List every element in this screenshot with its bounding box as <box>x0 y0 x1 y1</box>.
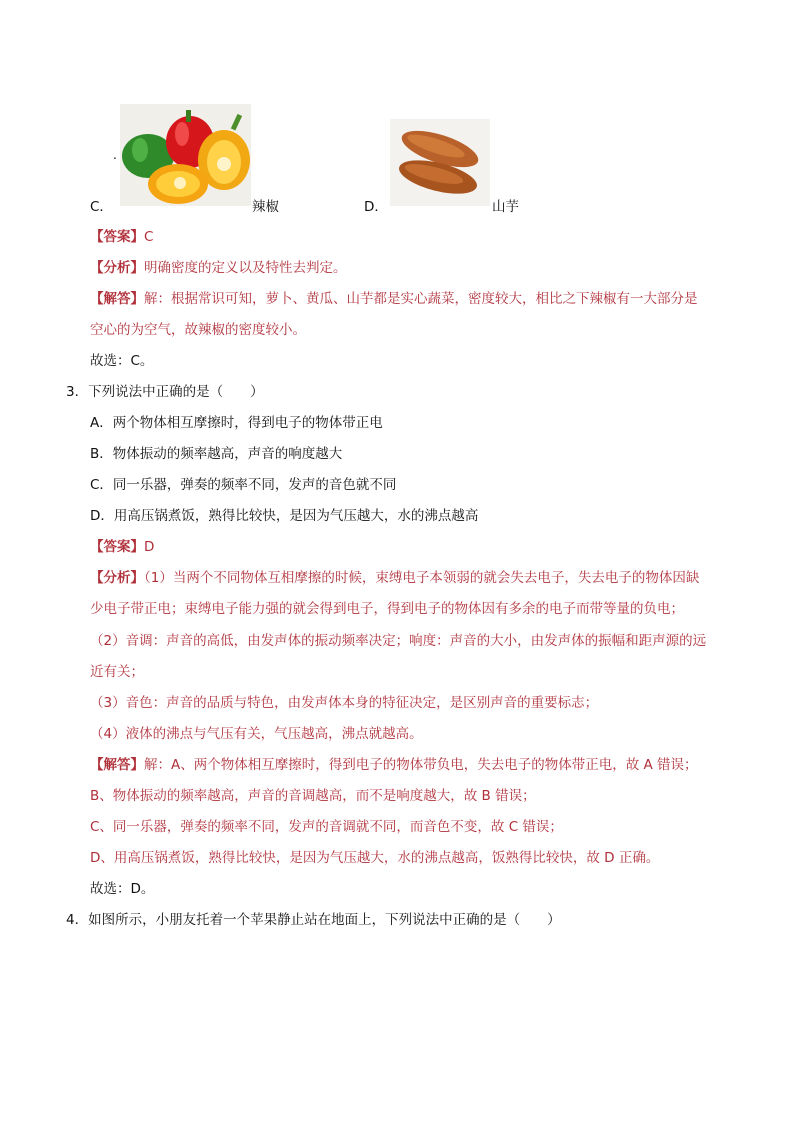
q3-solution-line3: C、同一乐器，弹奏的频率不同，发声的音调就不同，而音色不变，故 C 错误； <box>90 819 563 835</box>
q3-analysis-line4: 近有关； <box>90 664 144 680</box>
q3-analysis-line3: （2）音调：声音的高低，由发声体的振动频率决定；响度：声音的大小，由发声体的振幅和距声源的远 <box>90 633 707 649</box>
q2-answer <box>90 228 153 246</box>
q3-conclusion: 故选：D。 <box>90 881 155 897</box>
solution-tag: 【解答】 <box>90 291 144 307</box>
option-c-letter: C． <box>90 199 113 215</box>
q2-solution-line1 <box>90 290 698 308</box>
q3-solution-line4: D、用高压锅煮饭，熟得比较快，是因为气压越大，水的沸点越高，饭熟得比较快，故 D 正确。 <box>90 850 660 866</box>
q3-stem: 3．下列说法中正确的是（ ） <box>66 384 264 400</box>
q3-option-b: B．物体振动的频率越高，声音的响度越大 <box>90 446 343 462</box>
q3-answer <box>90 538 154 556</box>
q2-solution-line2: 空心的为空气，故辣椒的密度较小。 <box>90 322 306 338</box>
q2-analysis <box>90 259 347 277</box>
q3-analysis-line2: 少电子带正电；束缚电子能力强的就会得到电子，得到电子的物体因有多余的电子而带等量的负电； <box>90 601 684 617</box>
analysis-tag: 【分析】 <box>90 570 144 586</box>
q3-analysis-line1 <box>90 569 699 587</box>
sweet-potato-illustration <box>390 119 490 206</box>
answer-value: C <box>144 229 154 245</box>
q3-solution-line2: B、物体振动的频率越高，声音的音调越高，而不是响度越大，故 B 错误； <box>90 788 536 804</box>
q3-solution-line1 <box>90 756 698 774</box>
q2-conclusion: 故选：C。 <box>90 353 154 369</box>
q3-analysis-line6: （4）液体的沸点与气压有关，气压越高，沸点就越高。 <box>90 726 423 742</box>
q4-stem: 4．如图所示，小朋友托着一个苹果静止站在地面上，下列说法中正确的是（ ） <box>66 912 561 928</box>
sweet-potato-image <box>390 119 490 206</box>
solution-text: 解：根据常识可知，萝卜、黄瓜、山芋都是实心蔬菜，密度较大，相比之下辣椒有一大部分是 <box>144 291 698 307</box>
analysis-tag: 【分析】 <box>90 260 144 276</box>
option-d-caption: 山芋 <box>492 199 519 215</box>
pepper-image <box>120 104 251 206</box>
answer-value: D <box>144 539 155 555</box>
solution-text: 解：A、两个物体相互摩擦时，得到电子的物体带负电，失去电子的物体带正电，故 A 错误； <box>144 757 698 773</box>
option-c-dot: . <box>113 148 117 162</box>
option-c-caption: 辣椒 <box>252 199 279 215</box>
pepper-illustration <box>120 104 251 206</box>
option-d-letter: D． <box>364 199 388 215</box>
analysis-text: （1）当两个不同物体互相摩擦的时候，束缚电子本领弱的就会失去电子，失去电子的物体因缺 <box>144 570 700 586</box>
answer-tag: 【答案】 <box>90 229 144 245</box>
solution-tag: 【解答】 <box>90 757 144 773</box>
analysis-text: 明确密度的定义以及特性去判定。 <box>144 260 347 276</box>
q3-option-a: A．两个物体相互摩擦时，得到电子的物体带正电 <box>90 415 383 431</box>
q3-option-d: D．用高压锅煮饭，熟得比较快，是因为气压越大，水的沸点越高 <box>90 508 479 524</box>
q3-analysis-line5: （3）音色：声音的品质与特色，由发声体本身的特征决定，是区别声音的重要标志； <box>90 695 599 711</box>
q3-option-c: C．同一乐器，弹奏的频率不同，发声的音色就不同 <box>90 477 397 493</box>
answer-tag: 【答案】 <box>90 539 144 555</box>
